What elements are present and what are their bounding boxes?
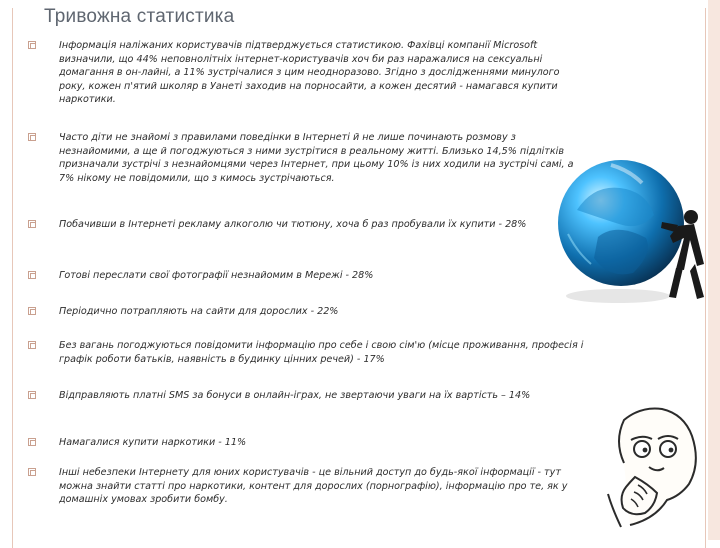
globe-shadow bbox=[566, 289, 670, 303]
meme-right-eye bbox=[660, 441, 676, 457]
bullet-item bbox=[28, 305, 588, 319]
bullet-text: Інформація наліжаних користувачів підтверджується статистикою. Фахівці компанії Microsoft визначили, що 44% неповнолітніх інтернет-користувачів хоч би раз наражалися на сексуальні домагання в он-лайні, а 11% зустрічалися з цим неодноразово. Згідно з дослідженнями минулого року, кожен п'ятий школяр в Уанеті заходив на порносайти, а кожен десятий - намагався купити наркотики. bbox=[59, 40, 560, 105]
bullet-item bbox=[28, 131, 588, 185]
thinking-meme-illustration bbox=[600, 405, 708, 531]
bullet-text: Відправляють платні SMS за бонуси в онлайн-іграх, не звертаючи уваги на їх вартість – 14% bbox=[59, 390, 531, 401]
bullet-item bbox=[28, 436, 588, 450]
bullet-text: Інші небезпеки Інтернету для юних користувачів - це вільний доступ до будь-якої інформації - тут можна знайти статті про наркотики, контент для дорослих (порнографію), інформацію про те, як у домашніх умовах зробити бомбу. bbox=[59, 467, 568, 505]
bullet-text: Побачивши в Інтернеті рекламу алкоголю чи тютюну, хоча б раз пробували їх купити - 28% bbox=[59, 219, 527, 230]
square-bullet-icon bbox=[28, 468, 36, 476]
square-bullet-icon bbox=[28, 307, 36, 315]
bullet-text: Готові переслати свої фотографії незнайомим в Мережі - 28% bbox=[59, 270, 374, 281]
square-bullet-icon bbox=[28, 438, 36, 446]
slide-title: Тривожна статистика bbox=[44, 6, 235, 27]
bullet-item bbox=[28, 39, 588, 107]
bullet-item bbox=[28, 466, 588, 507]
bullet-item bbox=[28, 389, 588, 403]
square-bullet-icon bbox=[28, 41, 36, 49]
bullet-item bbox=[28, 218, 588, 232]
globe-illustration bbox=[552, 152, 712, 304]
meme-left-eye bbox=[634, 441, 650, 457]
square-bullet-icon bbox=[28, 271, 36, 279]
square-bullet-icon bbox=[28, 341, 36, 349]
bullet-text: Періодично потрапляють на сайти для дорослих - 22% bbox=[59, 306, 339, 317]
square-bullet-icon bbox=[28, 391, 36, 399]
square-bullet-icon bbox=[28, 133, 36, 141]
bullet-text: Часто діти не знайомі з правилами поведінки в Інтернеті й не лише починають розмову з незнайомими, а ще й погоджуються з ними зустрітися в реальному житті. Близько 14,5% підлітків призначали зустрічі з незнайомцями через Інтернет, при цьому 10% із них ходили на зустрічі самі, а 7% нікому не повідомили, що з кимось зустрічаються. bbox=[59, 132, 574, 184]
bullet-text: Намагалися купити наркотики - 11% bbox=[59, 437, 247, 448]
bullet-item bbox=[28, 339, 588, 366]
square-bullet-icon bbox=[28, 220, 36, 228]
bullet-text: Без вагань погоджуються повідомити інформацію про себе і свою сім'ю (місце проживання, професія і графік роботи батьків, наявність в будинку цінних речей) - 17% bbox=[59, 340, 584, 365]
bullet-item bbox=[28, 269, 588, 283]
